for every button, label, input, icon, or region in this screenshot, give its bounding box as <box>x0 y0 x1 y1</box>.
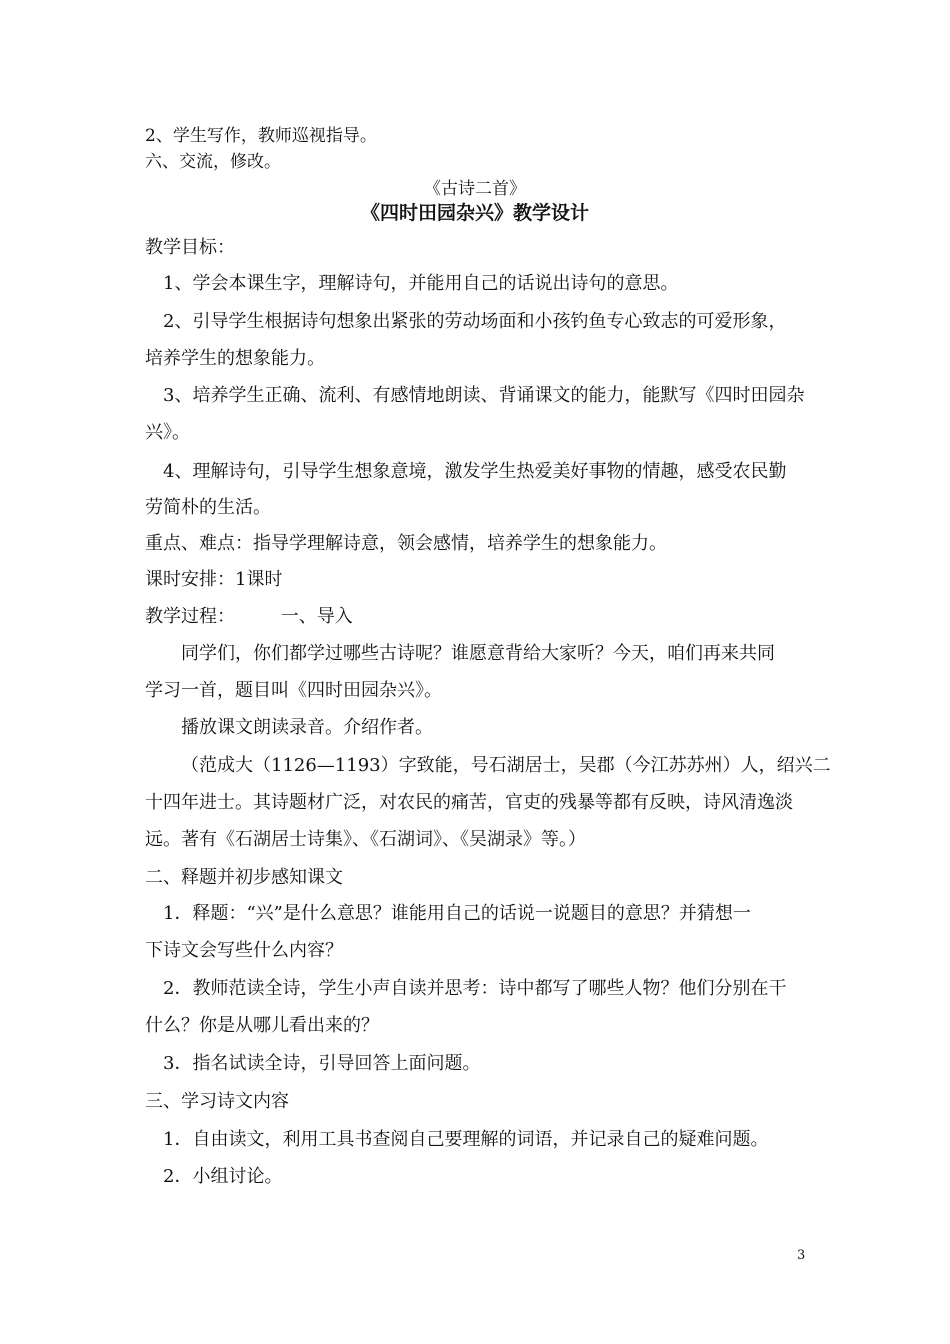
text-line: 十四年进士。其诗题材广泛，对农民的痛苦，官吏的残暴等都有反映，诗风清逸淡 <box>145 792 793 813</box>
text-line: 1、学会本课生字，理解诗句，并能用自己的话说出诗句的意思。 <box>163 273 679 294</box>
text-line: 下诗文会写些什么内容？ <box>145 940 343 961</box>
text-line: 教学过程： 一、导入 <box>145 606 353 627</box>
text-line: 三、学习诗文内容 <box>145 1091 289 1112</box>
text-line: 播放课文朗读录音。介绍作者。 <box>181 717 433 738</box>
text-line: 兴》。 <box>145 422 190 443</box>
text-line: 培养学生的想象能力。 <box>145 348 325 369</box>
text-line: （范成大（1126—1193）字致能，号石湖居士，吴郡（今江苏苏州）人，绍兴二 <box>181 755 831 776</box>
text-line: 远。著有《石湖居士诗集》、《石湖词》、《吴湖录》等。） <box>145 829 586 850</box>
text-line: 3、培养学生正确、流利、有感情地朗读、背诵课文的能力，能默写《四时田园杂 <box>163 385 805 406</box>
page-number: 3 <box>797 1248 806 1263</box>
document-title: 《四时田园杂兴》教学设计 <box>360 202 589 224</box>
text-line: 1．自由读文，利用工具书查阅自己要理解的词语，并记录自己的疑难问题。 <box>163 1129 769 1150</box>
text-line: 2、学生写作，教师巡视指导。 <box>145 126 377 146</box>
section-subtitle: 《古诗二首》 <box>424 179 526 199</box>
text-line: 教学目标： <box>145 237 235 258</box>
text-line: 学习一首，题目叫《四时田园杂兴》。 <box>145 680 442 701</box>
text-line: 劳简朴的生活。 <box>145 497 271 518</box>
text-line: 3．指名试读全诗，引导回答上面问题。 <box>163 1053 481 1074</box>
text-line: 六、交流，修改。 <box>145 152 281 172</box>
text-line: 什么？你是从哪儿看出来的？ <box>145 1015 379 1036</box>
text-line: 2．小组讨论。 <box>163 1166 283 1187</box>
text-line: 重点、难点：指导学理解诗意，领会感情，培养学生的想象能力。 <box>145 533 667 554</box>
text-line: 二、释题并初步感知课文 <box>145 867 343 888</box>
text-line: 2．教师范读全诗，学生小声自读并思考：诗中都写了哪些人物？他们分别在干 <box>163 978 787 999</box>
text-line: 4、理解诗句，引导学生想象意境，激发学生热爱美好事物的情趣，感受农民勤 <box>163 461 787 482</box>
text-line: 同学们，你们都学过哪些古诗呢？谁愿意背给大家听？今天，咱们再来共同 <box>181 643 775 664</box>
text-line: 1．释题：“兴”是什么意思？谁能用自己的话说一说题目的意思？并猜想一 <box>163 903 751 924</box>
text-line: 2、引导学生根据诗句想象出紧张的劳动场面和小孩钓鱼专心致志的可爱形象， <box>163 311 787 332</box>
text-line: 课时安排：1课时 <box>145 569 283 590</box>
